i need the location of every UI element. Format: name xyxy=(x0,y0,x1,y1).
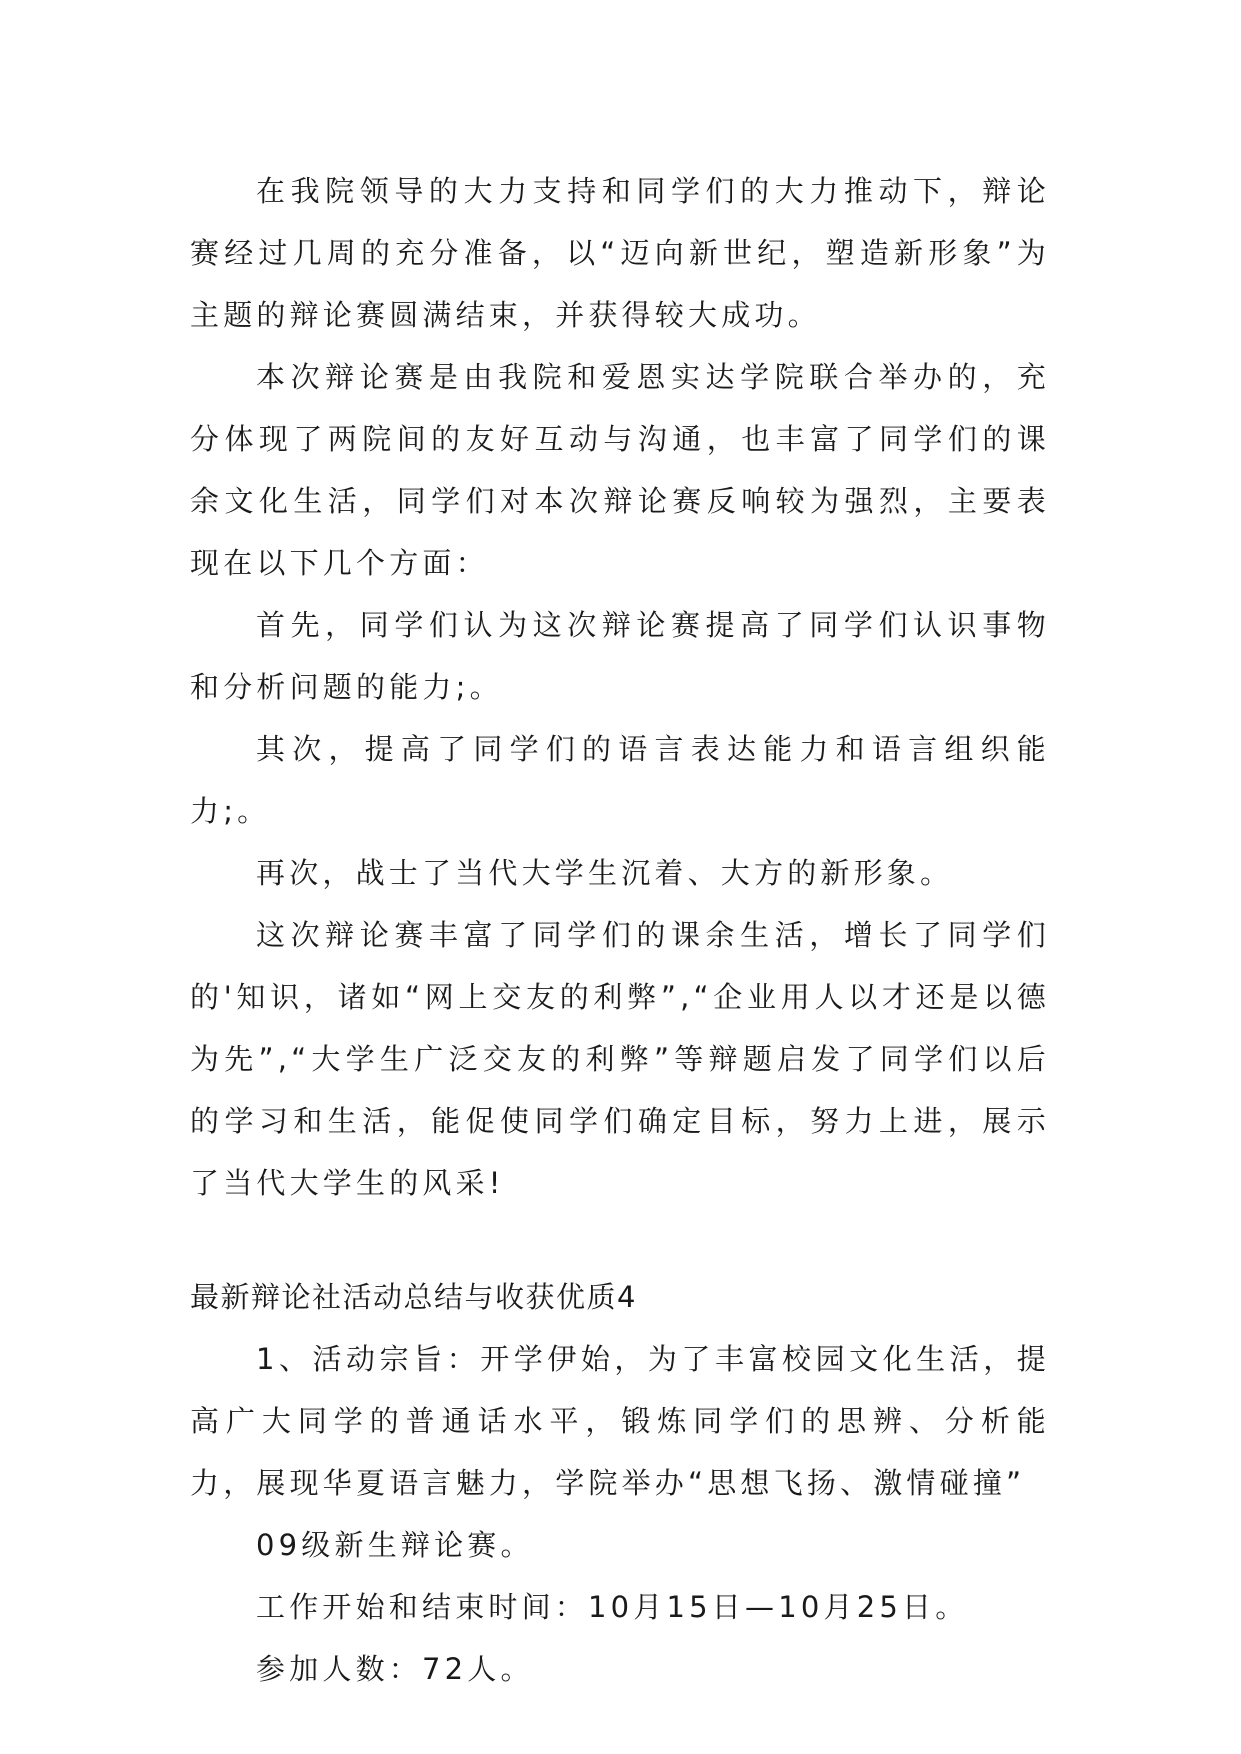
paragraph-summary: 这次辩论赛丰富了同学们的课余生活，增长了同学们的'知识，诸如“网上交友的利弊”,“企业用人以才还是以德为先”,“大学生广泛交友的利弊”等辩题启发了同学们以后的学习和生活，能促使同学们确定目标，努力上进，展示了当代大学生的风采! xyxy=(190,918,1050,1200)
document-body xyxy=(190,160,1050,1700)
paragraph-first: 首先，同学们认为这次辩论赛提高了同学们认识事物和分析问题的能力;。 xyxy=(190,608,1050,704)
paragraph-participants: 参加人数：72人。 xyxy=(256,1652,534,1686)
paragraph-purpose: 1、活动宗旨：开学伊始，为了丰富校园文化生活，提高广大同学的普通话水平，锻炼同学们的思辨、分析能力，展现华夏语言魅力，学院举办“思想飞扬、激情碰撞” xyxy=(190,1342,1050,1500)
paragraph-event-name: 09级新生辩论赛。 xyxy=(256,1528,534,1562)
section-heading: 最新辩论社活动总结与收获优质4 xyxy=(190,1280,637,1314)
paragraph-timeframe: 工作开始和结束时间：10月15日—10月25日。 xyxy=(256,1590,969,1624)
paragraph-intro: 在我院领导的大力支持和同学们的大力推动下，辩论赛经过几周的充分准备，以“迈向新世纪，塑造新形象”为主题的辩论赛圆满结束，并获得较大成功。 xyxy=(190,174,1050,332)
paragraph-joint-event: 本次辩论赛是由我院和爱恩实达学院联合举办的，充分体现了两院间的友好互动与沟通，也丰富了同学们的课余文化生活，同学们对本次辩论赛反响较为强烈，主要表现在以下几个方面： xyxy=(190,360,1050,580)
paragraph-second: 其次，提高了同学们的语言表达能力和语言组织能力;。 xyxy=(190,732,1050,828)
paragraph-third: 再次，战士了当代大学生沉着、大方的新形象。 xyxy=(256,856,954,890)
